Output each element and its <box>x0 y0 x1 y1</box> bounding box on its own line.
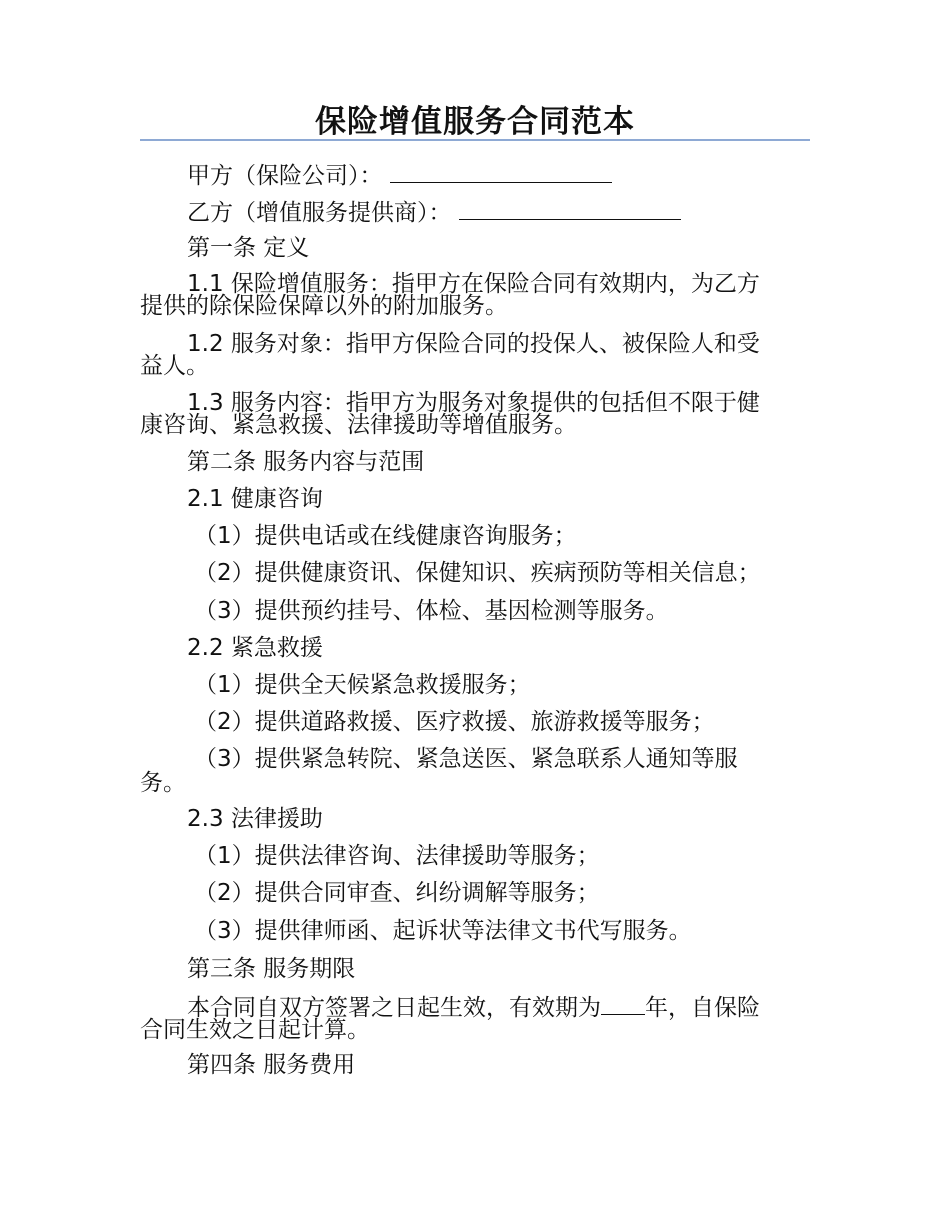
clause-1-1-line-2: 提供的除保险保障以外的附加服务。 <box>140 293 508 319</box>
article-3-text-part-2: 年，自保险 <box>645 995 760 1021</box>
section-2-1-item-1: （1）提供电话或在线健康咨询服务； <box>194 523 577 549</box>
article-4-heading: 第四条 服务费用 <box>187 1052 356 1078</box>
article-1-heading: 第一条 定义 <box>187 235 310 261</box>
section-2-2-item-3-continued: 务。 <box>140 770 186 796</box>
document-title: 保险增值服务合同范本 <box>315 104 635 140</box>
clause-1-2 <box>140 331 810 379</box>
title-underline <box>140 139 810 141</box>
section-2-1-item-3: （3）提供预约挂号、体检、基因检测等服务。 <box>194 598 669 624</box>
clause-1-2-line-1: 1.2 服务对象：指甲方保险合同的投保人、被保险人和受 <box>187 331 760 357</box>
article-3-text <box>140 992 810 1043</box>
clause-1-1 <box>140 271 810 319</box>
section-2-1-item-2: （2）提供健康资讯、保健知识、疾病预防等相关信息； <box>194 560 761 586</box>
party-b-line <box>140 197 857 227</box>
party-a-label: 甲方（保险公司）： <box>187 163 383 189</box>
clause-1-3-line-2: 康咨询、紧急救援、法律援助等增值服务。 <box>140 412 577 438</box>
section-2-1-heading: 2.1 健康咨询 <box>187 486 323 512</box>
section-2-2-item-3: （3）提供紧急转院、紧急送医、紧急联系人通知等服 <box>194 746 738 772</box>
party-b-blank <box>459 197 681 220</box>
clause-1-2-line-2: 益人。 <box>140 353 209 379</box>
article-3-heading: 第三条 服务期限 <box>187 956 356 982</box>
article-3-text-part-1: 本合同自双方签署之日起生效，有效期为 <box>187 995 601 1021</box>
article-3-text-line-2: 合同生效之日起计算。 <box>140 1017 370 1043</box>
section-2-3-heading: 2.3 法律援助 <box>187 806 323 832</box>
section-2-3-item-2: （2）提供合同审查、纠纷调解等服务； <box>194 880 600 906</box>
clause-1-3 <box>140 390 810 438</box>
section-2-3-item-3: （3）提供律师函、起诉状等法律文书代写服务。 <box>194 918 692 944</box>
section-2-2-heading: 2.2 紧急救援 <box>187 635 323 661</box>
article-2-heading: 第二条 服务内容与范围 <box>187 449 425 475</box>
clause-1-3-line-1: 1.3 服务内容：指甲方为服务对象提供的包括但不限于健 <box>187 390 760 416</box>
section-2-2-item-2: （2）提供道路救援、医疗救援、旅游救援等服务； <box>194 709 715 735</box>
party-a-blank <box>390 160 612 183</box>
party-a-line <box>140 160 857 190</box>
section-2-2-item-1: （1）提供全天候紧急救援服务； <box>194 672 531 698</box>
years-blank <box>601 992 645 1015</box>
section-2-3-item-1: （1）提供法律咨询、法律援助等服务； <box>194 843 600 869</box>
party-b-label: 乙方（增值服务提供商）： <box>187 200 452 226</box>
clause-1-1-line-1: 1.1 保险增值服务：指甲方在保险合同有效期内，为乙方 <box>187 271 760 297</box>
